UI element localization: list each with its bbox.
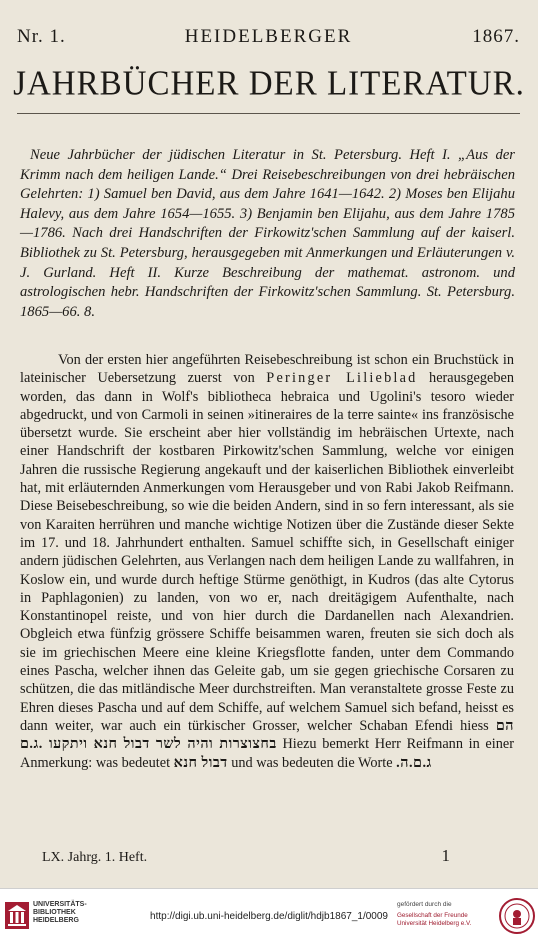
body-text-2: herausgegeben worden, das dann in Wolf's bibliotheca hebraica und Ugolini's tesoro wieder abgedruckt, und von Carmoli in seinen »itineraires de la terre sainte« ins französische übersetzt wurde. Sie erscheint aber hier vollständig im hebräischen Urtexte, nach einer Handschrift der kostbaren Pirkowitz'schen Sammlung, welche vor einigen Jahren die russische Regierung angekauft und der kaiserlichen Bibliothek einverleibt hat, mit erläuternden Anmerkungen vom Herausgeber und von Rabi Jakob Reifmann. Diese Beisebeschreibung, so wie die beiden Andern, sind in so fern interessant, als sie von Karaiten herrühren und manche wichtige Notizen über die Zustände dieser Sekte im 17. und 18. Jahrhundert enthalten. Samuel schiffte sich, in Gesellschaft einiger andern jüdischen Gelehrten, aus Verlangen nach dem heiligen Lande zu wallfahren, in Koslow ein, und wurde durch heftige Stürme genöthigt, in Kudros (das alte Cytorus in Paphlagonien) zu landen, von wo er, nach dreitägigem Aufenthalte, nach Konstantinopel reiste, und von hier durch die Dardanellen nach Alexandrien. Obgleich etwa fünfzig grössere Schiffe beisammen waren, freuten sie sich doch als sie im griechischen Meere eine kleine Kriegsflotte fanden, unter dem Commando eines Pascha, welcher ihnen das Geleite gab, um sie gegen griechische Corsaren zu schützen, die das mitländische Meer durchstreiften. Man veranstaltete grosse Feste zu Ehren dieses Pascha und auf dem Schiffe, auf welchem Samuel sich befand, heisst es dann weiter, war auch ein türkischer Grosser, welcher Schaban Efendi hiess <box>20 370 514 734</box>
library-name-line: UNIVERSITÄTS- <box>33 901 87 908</box>
body-text-4: und was bedeuten die Worte <box>227 754 397 771</box>
running-title: HEIDELBERGER <box>184 26 353 47</box>
issue-number: Nr. 1. <box>17 26 66 47</box>
journal-title: JAHRBÜCHER DER LITERATUR. <box>13 65 525 103</box>
hebrew-abbreviation: ג.ם.ה. <box>396 754 432 771</box>
support-org-line: Gesellschaft der Freunde <box>397 912 468 919</box>
support-org-line: Universität Heidelberg e.V. <box>397 920 472 927</box>
body-text-1: Von der ersten hier angeführten Reisebeschreibung ist schon ein Bruchstück in lateinischer Uebersetzung zuerst von <box>20 352 514 387</box>
digitization-footer <box>0 888 538 945</box>
year: 1867. <box>472 26 520 47</box>
review-heading: Neue Jahrbücher der jüdischen Literatur in St. Petersburg. Heft I. „Aus der Krimm nach dem heiligen Lande.“ Drei Reisebeschreibungen von drei hebräischen Gelehrten: 1) Samuel ben David, aus dem Jahre 1641—1642. 2) Moses ben Elijahu Halevy, aus dem Jahre 1654—1655. 3) Benjamin ben Elijahu, aus dem Jahre 1785—1786. Nach drei Handschriften der Firkowitz'schen Sammlung auf der kaiserl. Bibliothek zu St. Petersburg, herausgegeben mit Anmerkungen und Erläuterungen v. J. Gurland. Heft II. Kurze Beschreibung der mathemat. astronom. und astrologischen hebr. Handschriften der Firkowitz'schen Sammlung. St. Petersburg. 1865—66. 8. <box>20 147 515 320</box>
support-label: gefördert durch die <box>397 901 452 908</box>
hebrew-term: דבול חנא <box>173 754 228 771</box>
page-number: 1 <box>441 846 450 865</box>
title-rule <box>17 113 520 114</box>
support-credit[interactable] <box>397 901 471 928</box>
permalink-url[interactable]: http://digi.ub.uni-heidelberg.de/diglit/hdjb1867_1/0009 <box>150 911 388 922</box>
hebrew-quote: הם בחצוצרות והיה לשר דבול חנא ויתקעו .ג.ם <box>20 717 514 753</box>
body-paragraph <box>20 351 514 772</box>
support-org <box>397 912 471 928</box>
library-name-line: HEIDELBERG <box>33 917 79 924</box>
body-text-3: Hiezu bemerkt Herr Reifmann in einer Anmerkung: was bedeutet <box>20 736 514 771</box>
volume-signature: LX. Jahrg. 1. Heft. <box>42 850 148 865</box>
person-name: Peringer Lilieblad <box>266 370 418 387</box>
library-name-line: BIBLIOTHEK <box>33 909 76 916</box>
running-head <box>17 26 520 50</box>
university-seal-icon[interactable] <box>498 897 536 935</box>
page-footer <box>20 846 516 868</box>
